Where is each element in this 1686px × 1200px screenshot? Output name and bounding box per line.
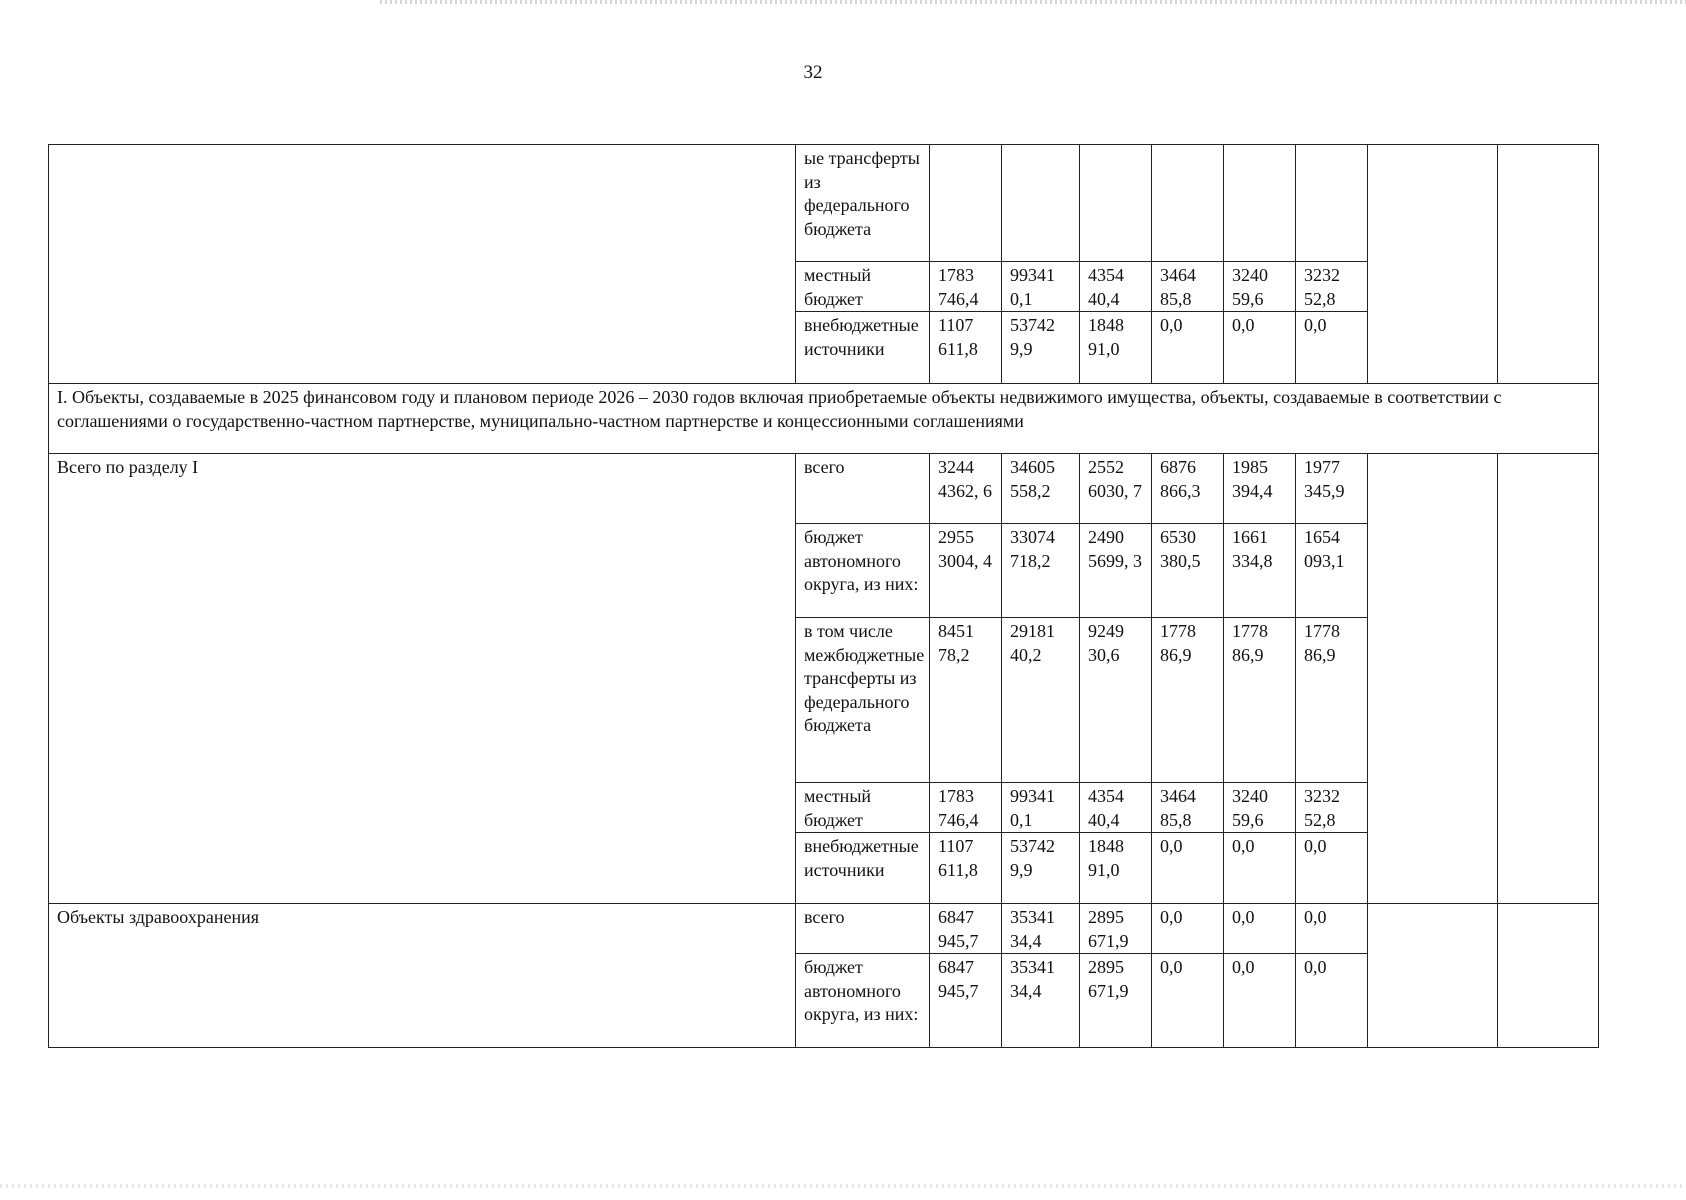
value-cell: 3240 59,6 bbox=[1224, 783, 1296, 833]
objects-financing-table bbox=[48, 144, 1599, 1048]
section-title: I. Объекты, создаваемые в 2025 финансовом году и плановом периоде 2026 – 2030 годов включая приобретаемые объекты недвижимого имущества, объекты, создаваемые в соответствии с соглашениями о государственно-частном партнерстве, муниципально-частном партнерстве и концессионными соглашениями bbox=[49, 384, 1599, 454]
value-cell: 6876 866,3 bbox=[1152, 454, 1224, 524]
value-cell: 1107 611,8 bbox=[930, 833, 1002, 904]
value-cell: 1107 611,8 bbox=[930, 312, 1002, 384]
table-row bbox=[49, 454, 1599, 524]
value-cell bbox=[1002, 145, 1080, 262]
funding-source: внебюджетные источники bbox=[796, 833, 930, 904]
value-cell: 0,0 bbox=[1224, 954, 1296, 1048]
value-cell: 2552 6030, 7 bbox=[1080, 454, 1152, 524]
value-cell: 3232 52,8 bbox=[1296, 783, 1368, 833]
value-cell: 3232 52,8 bbox=[1296, 262, 1368, 312]
value-cell bbox=[1080, 145, 1152, 262]
value-cell: 2955 3004, 4 bbox=[930, 524, 1002, 618]
empty-cell bbox=[1498, 904, 1599, 1048]
value-cell: 3464 85,8 bbox=[1152, 783, 1224, 833]
value-cell: 4354 40,4 bbox=[1080, 783, 1152, 833]
empty-cell bbox=[1368, 454, 1498, 904]
funding-source: бюджет автономного округа, из них: bbox=[796, 524, 930, 618]
funding-source: всего bbox=[796, 904, 930, 954]
value-cell: 1654 093,1 bbox=[1296, 524, 1368, 618]
value-cell: 1848 91,0 bbox=[1080, 833, 1152, 904]
value-cell: 1783 746,4 bbox=[930, 262, 1002, 312]
value-cell: 34605 558,2 bbox=[1002, 454, 1080, 524]
value-cell: 1778 86,9 bbox=[1224, 618, 1296, 783]
page-number: 32 bbox=[803, 62, 823, 83]
value-cell: 53742 9,9 bbox=[1002, 833, 1080, 904]
value-cell: 0,0 bbox=[1152, 312, 1224, 384]
funding-source: бюджет автономного округа, из них: bbox=[796, 954, 930, 1048]
value-cell: 2895 671,9 bbox=[1080, 954, 1152, 1048]
value-cell: 1985 394,4 bbox=[1224, 454, 1296, 524]
value-cell: 99341 0,1 bbox=[1002, 783, 1080, 833]
value-cell: 1977 345,9 bbox=[1296, 454, 1368, 524]
value-cell: 53742 9,9 bbox=[1002, 312, 1080, 384]
value-cell: 35341 34,4 bbox=[1002, 904, 1080, 954]
value-cell: 29181 40,2 bbox=[1002, 618, 1080, 783]
value-cell: 9249 30,6 bbox=[1080, 618, 1152, 783]
value-cell: 1848 91,0 bbox=[1080, 312, 1152, 384]
table-row bbox=[49, 145, 1599, 262]
value-cell: 1783 746,4 bbox=[930, 783, 1002, 833]
value-cell: 0,0 bbox=[1296, 833, 1368, 904]
value-cell: 6530 380,5 bbox=[1152, 524, 1224, 618]
empty-cell bbox=[1498, 145, 1599, 384]
value-cell: 1661 334,8 bbox=[1224, 524, 1296, 618]
table-row bbox=[49, 904, 1599, 954]
value-cell: 6847 945,7 bbox=[930, 904, 1002, 954]
empty-cell bbox=[1368, 904, 1498, 1048]
funding-source: всего bbox=[796, 454, 930, 524]
value-cell: 0,0 bbox=[1152, 833, 1224, 904]
value-cell: 1778 86,9 bbox=[1296, 618, 1368, 783]
value-cell bbox=[1296, 145, 1368, 262]
value-cell: 8451 78,2 bbox=[930, 618, 1002, 783]
value-cell: 1778 86,9 bbox=[1152, 618, 1224, 783]
value-cell: 0,0 bbox=[1152, 954, 1224, 1048]
value-cell bbox=[1224, 145, 1296, 262]
value-cell: 33074 718,2 bbox=[1002, 524, 1080, 618]
value-cell: 0,0 bbox=[1296, 954, 1368, 1048]
value-cell: 35341 34,4 bbox=[1002, 954, 1080, 1048]
object-name-cell bbox=[49, 145, 796, 384]
value-cell: 2490 5699, 3 bbox=[1080, 524, 1152, 618]
value-cell: 6847 945,7 bbox=[930, 954, 1002, 1048]
section-heading-row bbox=[49, 384, 1599, 454]
empty-cell bbox=[1498, 454, 1599, 904]
funding-source: местный бюджет bbox=[796, 262, 930, 312]
funding-source: местный бюджет bbox=[796, 783, 930, 833]
object-name-cell: Объекты здравоохранения bbox=[49, 904, 796, 1048]
value-cell: 99341 0,1 bbox=[1002, 262, 1080, 312]
value-cell: 0,0 bbox=[1224, 904, 1296, 954]
value-cell bbox=[1152, 145, 1224, 262]
empty-cell bbox=[1368, 145, 1498, 384]
value-cell: 3240 59,6 bbox=[1224, 262, 1296, 312]
funding-source: внебюджетные источники bbox=[796, 312, 930, 384]
value-cell: 3464 85,8 bbox=[1152, 262, 1224, 312]
object-name-cell: Всего по разделу I bbox=[49, 454, 796, 904]
funding-source: в том числе межбюджетные трансферты из федерального бюджета bbox=[796, 618, 930, 783]
value-cell: 0,0 bbox=[1224, 312, 1296, 384]
value-cell: 0,0 bbox=[1296, 312, 1368, 384]
value-cell: 0,0 bbox=[1296, 904, 1368, 954]
value-cell bbox=[930, 145, 1002, 262]
value-cell: 4354 40,4 bbox=[1080, 262, 1152, 312]
funding-source: ые трансферты из федерального бюджета bbox=[796, 145, 930, 262]
scan-edge-bottom bbox=[0, 1184, 1686, 1188]
value-cell: 3244 4362, 6 bbox=[930, 454, 1002, 524]
value-cell: 2895 671,9 bbox=[1080, 904, 1152, 954]
value-cell: 0,0 bbox=[1224, 833, 1296, 904]
value-cell: 0,0 bbox=[1152, 904, 1224, 954]
scan-edge-top bbox=[380, 0, 1686, 4]
